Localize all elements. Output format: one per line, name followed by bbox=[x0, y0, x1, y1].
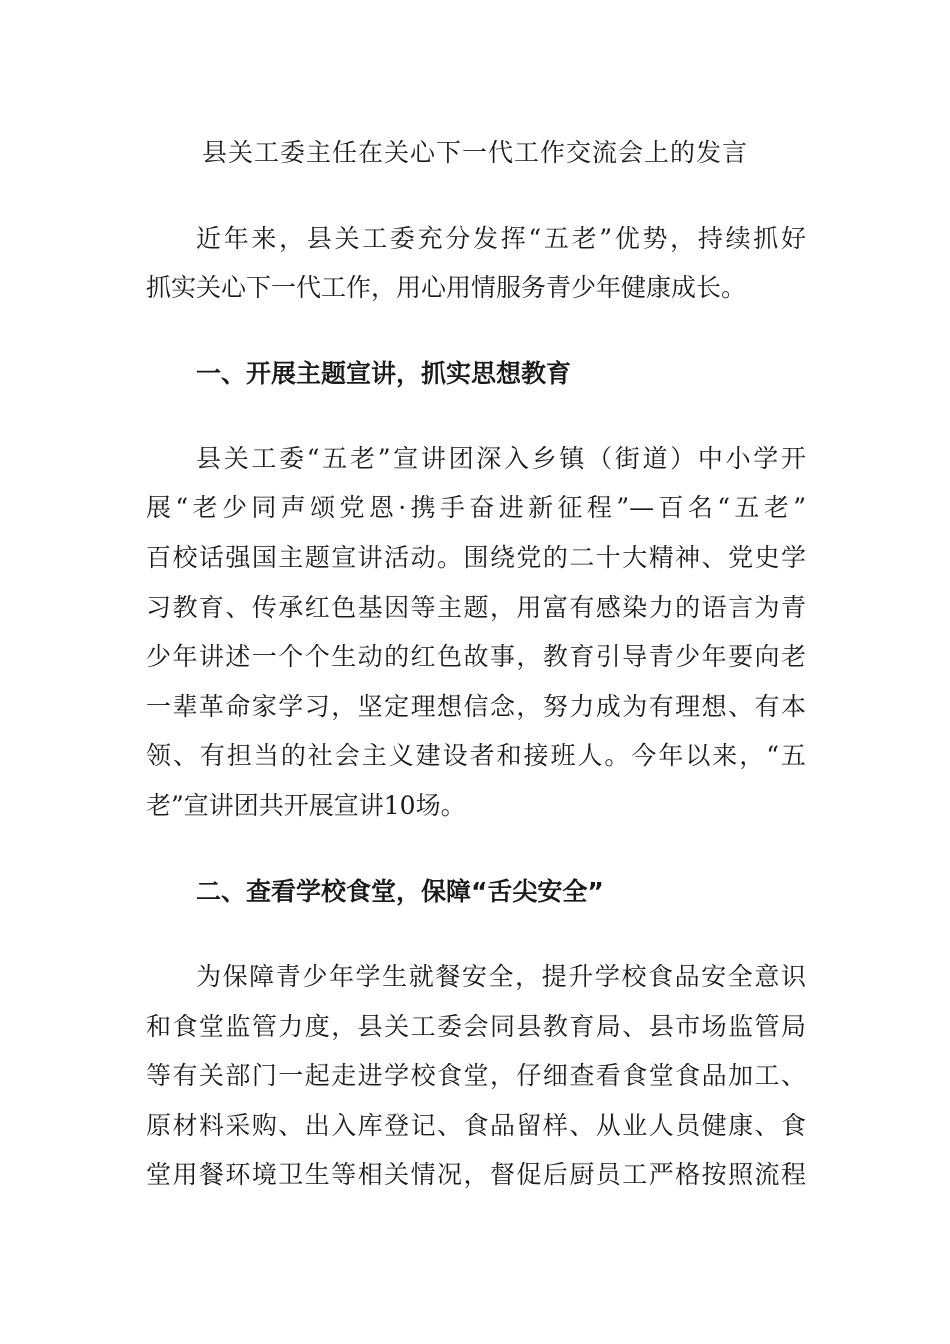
section1-line: 县关工委“五老”宣讲团深入乡镇（街道）中小学开 bbox=[196, 444, 806, 473]
section1-line: 展“老少同声颂党恩·携手奋进新征程”—百名“五老” bbox=[146, 493, 806, 522]
section2-line: 堂用餐环境卫生等相关情况，督促后厨员工严格按照流程 bbox=[146, 1160, 806, 1189]
section2-line: 等有关部门一起走进学校食堂，仔细查看食堂食品加工、 bbox=[146, 1061, 806, 1090]
section1-line: 习教育、传承红色基因等主题，用富有感染力的语言为青 bbox=[146, 593, 806, 622]
section1-heading: 一、开展主题宣讲，抓实思想教育 bbox=[196, 359, 572, 388]
section1-line: 一辈革命家学习，坚定理想信念，努力成为有理想、有本 bbox=[146, 692, 806, 721]
intro-line-1: 近年来，县关工委充分发挥“五老”优势，持续抓好 bbox=[196, 224, 806, 253]
section2-line: 原材料采购、出入库登记、食品留样、从业人员健康、食 bbox=[146, 1111, 806, 1140]
section2-line: 为保障青少年学生就餐安全，提升学校食品安全意识 bbox=[196, 962, 806, 991]
section1-line: 少年讲述一个个生动的红色故事，教育引导青少年要向老 bbox=[146, 642, 806, 671]
section2-line: 和食堂监管力度，县关工委会同县教育局、县市场监管局 bbox=[146, 1012, 806, 1041]
intro-line-2: 抓实关心下一代工作，用心用情服务青少年健康成长。 bbox=[146, 273, 747, 302]
section1-line: 老”宣讲团共开展宣讲10场。 bbox=[146, 791, 466, 820]
section1-line: 百校话强国主题宣讲活动。围绕党的二十大精神、党史学 bbox=[146, 543, 806, 572]
document-title: 县关工委主任在关心下一代工作交流会上的发言 bbox=[201, 138, 748, 167]
section1-line: 领、有担当的社会主义建设者和接班人。今年以来，“五 bbox=[146, 741, 806, 770]
section2-heading: 二、查看学校食堂，保障“舌尖安全” bbox=[196, 877, 604, 906]
